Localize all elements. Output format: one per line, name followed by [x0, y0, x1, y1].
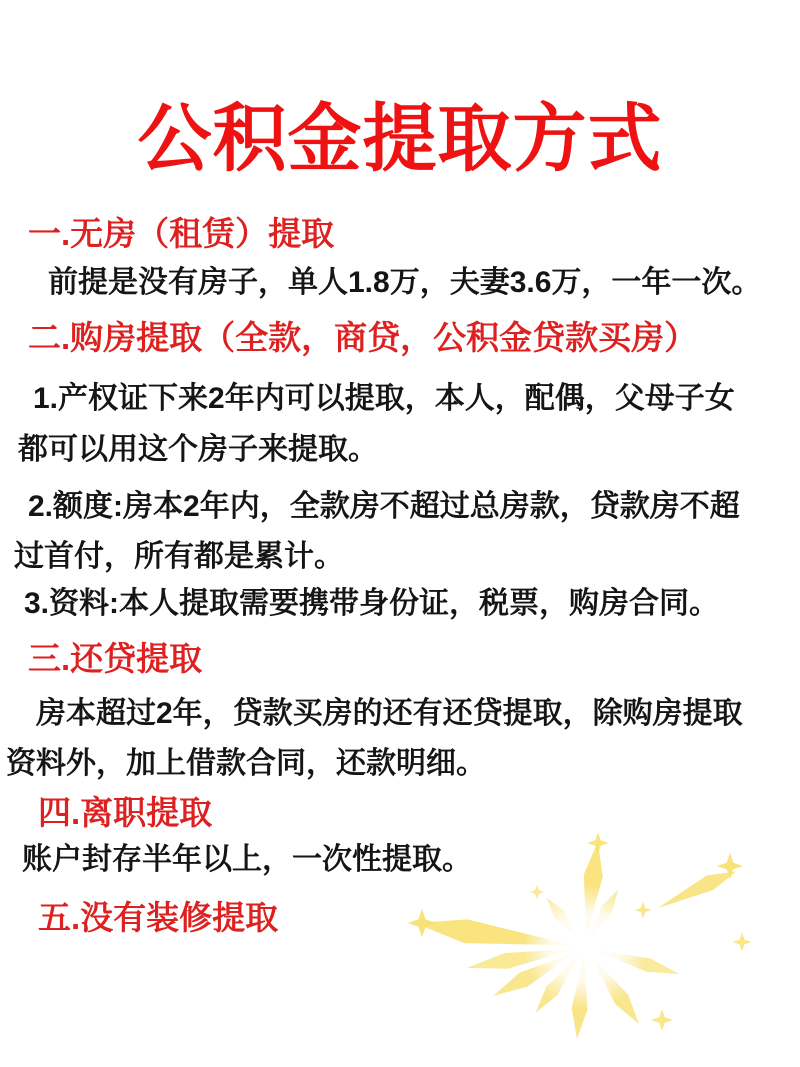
page-title: 公积金提取方式 [137, 97, 663, 180]
section-body-line: 3.资料:本人提取需要携带身份证，税票，购房合同。 [24, 587, 720, 620]
section-body-line: 前提是没有房子，单人1.8万，夫妻3.6万，一年一次。 [48, 266, 762, 299]
section-body-line: 过首付，所有都是累计。 [14, 540, 344, 573]
section-body-line: 都可以用这个房子来提取。 [18, 433, 378, 466]
section-body-line: 资料外，加上借款合同，还款明细。 [6, 747, 486, 780]
section-heading-loan-repayment: 三.还贷提取 [28, 640, 203, 677]
section-heading-house-purchase: 二.购房提取（全款，商贷，公积金贷款买房） [28, 319, 698, 356]
section-body-line: 房本超过2年，贷款买房的还有还贷提取，除购房提取 [36, 697, 743, 730]
section-body-line: 1.产权证下来2年内可以提取，本人，配偶，父母子女 [33, 382, 735, 415]
section-body-line: 2.额度:房本2年内，全款房不超过总房款，贷款房不超 [28, 490, 740, 523]
section-body-line: 账户封存半年以上，一次性提取。 [22, 843, 472, 876]
section-heading-resignation: 四.离职提取 [38, 794, 213, 831]
section-heading-no-renovation: 五.没有装修提取 [38, 899, 279, 936]
section-heading-no-house-rental: 一.无房（租赁）提取 [28, 215, 335, 252]
